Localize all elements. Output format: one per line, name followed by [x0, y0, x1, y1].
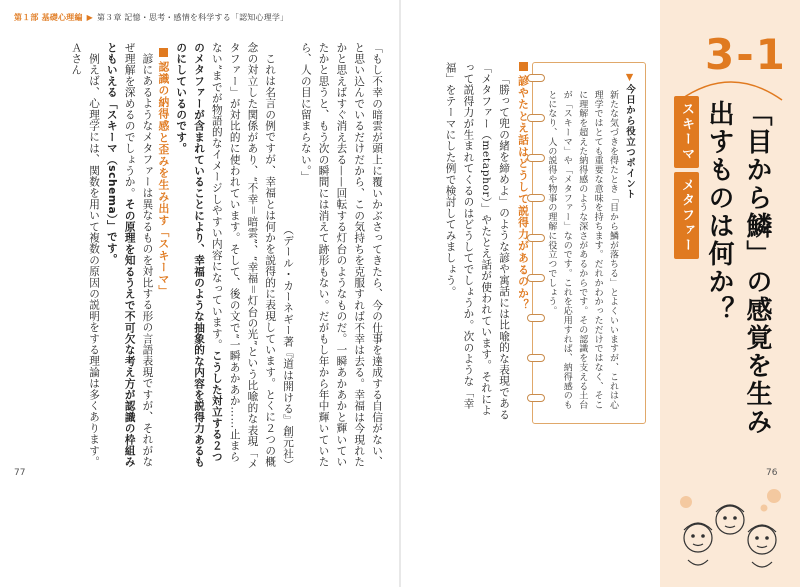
paragraph-schema-intro-b: その原理を知るうえで不可欠な考え方が認識の枠組みともいえる「スキーマ（schema）」です。: [105, 42, 136, 468]
section-number: 3-1: [705, 30, 787, 79]
keyword-badge-metaphor: メタファー: [674, 172, 699, 259]
keyword-badge-schema: スキーマ: [674, 96, 699, 168]
quote-citation: （デール・カーネギー著『道は開ける』創元社）: [282, 223, 295, 470]
right-page-body: [426, 62, 512, 422]
point-heading-text: 今日から役立つポイント: [624, 84, 635, 200]
square-bullet-icon: [159, 48, 168, 57]
triangle-down-icon: ▼: [624, 72, 635, 84]
carnegie-quote: 「もし不幸の暗雲が頭上に覆いかぶさってきたら、今の仕事を達成する自信がない、と思い込んでいるだけだから、この気持ちを克服すれば不幸は去る。幸福は今現れたかと思えばすぐ消え去る——回転する灯台のようなものだ。一瞬あかあかと輝いていたかと思うと、もう次の瞬間には消えて跡形もない。だがもし年から年中輝いていたら、人の目に留まらない。」: [299, 42, 383, 468]
heading-schema-text: 認識の納得感と歪みを生み出す「スキーマ」: [157, 61, 171, 297]
heading-schema: [155, 48, 171, 464]
paragraph-metaphor-example-b: こうした対立する２つのメタファーが含まれていることにより、幸福のような抽象的な内容を説得力あるものにしているのです。: [175, 42, 223, 468]
running-head-chapter: 第３章 記憶・思考・感情を科学する「認知心理学」: [96, 13, 289, 22]
running-head-part: 第１部 基礎心理編: [14, 13, 83, 22]
paragraph-metaphor-example: [171, 42, 278, 470]
point-heading: [622, 72, 636, 412]
paragraph-proverb: 「勝って兜の緒を締めよ」のような諺や寓話には比喩的な表現である「メタファー（metaphor）」やたとえ話が使われています。それによって説得力が生まれてくるのはどうしてでしょうか。次のような「幸福」をテーマにした例で検討してみましょう。: [444, 62, 510, 420]
paragraph-metaphor-example-a: これは名言の例ですが、幸福とは何かを説得的に表現しています。とくに２つの概念の対立した関係があり、“不幸＝暗雲”、“幸福＝灯台の光”という比喩的な表現「メタファー」が対比的に使われています。そして、後の文で“一瞬あかあか……止まらない”までが物語的なイメージしやすい内容になっています。: [210, 42, 277, 470]
triangle-icon: ▶: [86, 13, 93, 22]
section-title: 「目から鱗」の感覚を生み出すものは何か？: [704, 100, 772, 436]
paragraph-schema-intro: [102, 42, 155, 470]
page-number-right: 76: [766, 468, 778, 478]
page-gutter: [399, 0, 401, 587]
people-thinking-illustration: [668, 478, 794, 582]
paragraph-schema-intro-a: 諺にあるようなメタファーは異なるものを対比する形の言語表現ですが、それがなぜ理解を深めるのでしょうか。: [123, 42, 154, 467]
running-head: [14, 12, 288, 23]
heading-proverb-persuasion-text: 諺やたとえ話はどうして説得力があるのか？: [517, 75, 530, 311]
point-text: 新たな気づきを得たとき「目から鱗が落ちる」とよくいいますが、これは心理学ではとても重要な意味を持ちます。だれかわかっただけではなく、そこに理解を超えた納得感のような深さがあるからです。その認識を支える土台が「スキーマ」や「メタファー」なのです。これを応用すれば、納得感のもとになり、人の説得や物事の理解に役立つでしょう。: [546, 90, 618, 410]
heading-proverb-persuasion: [515, 62, 531, 422]
square-bullet-icon: [519, 62, 528, 71]
page-number-left: 77: [14, 468, 26, 478]
left-page-body: [30, 42, 385, 470]
paragraph-example: 例えば、心理学には、関数を用いて複数の原因の説明をする理論は多くあります。Ａさん: [70, 42, 101, 467]
